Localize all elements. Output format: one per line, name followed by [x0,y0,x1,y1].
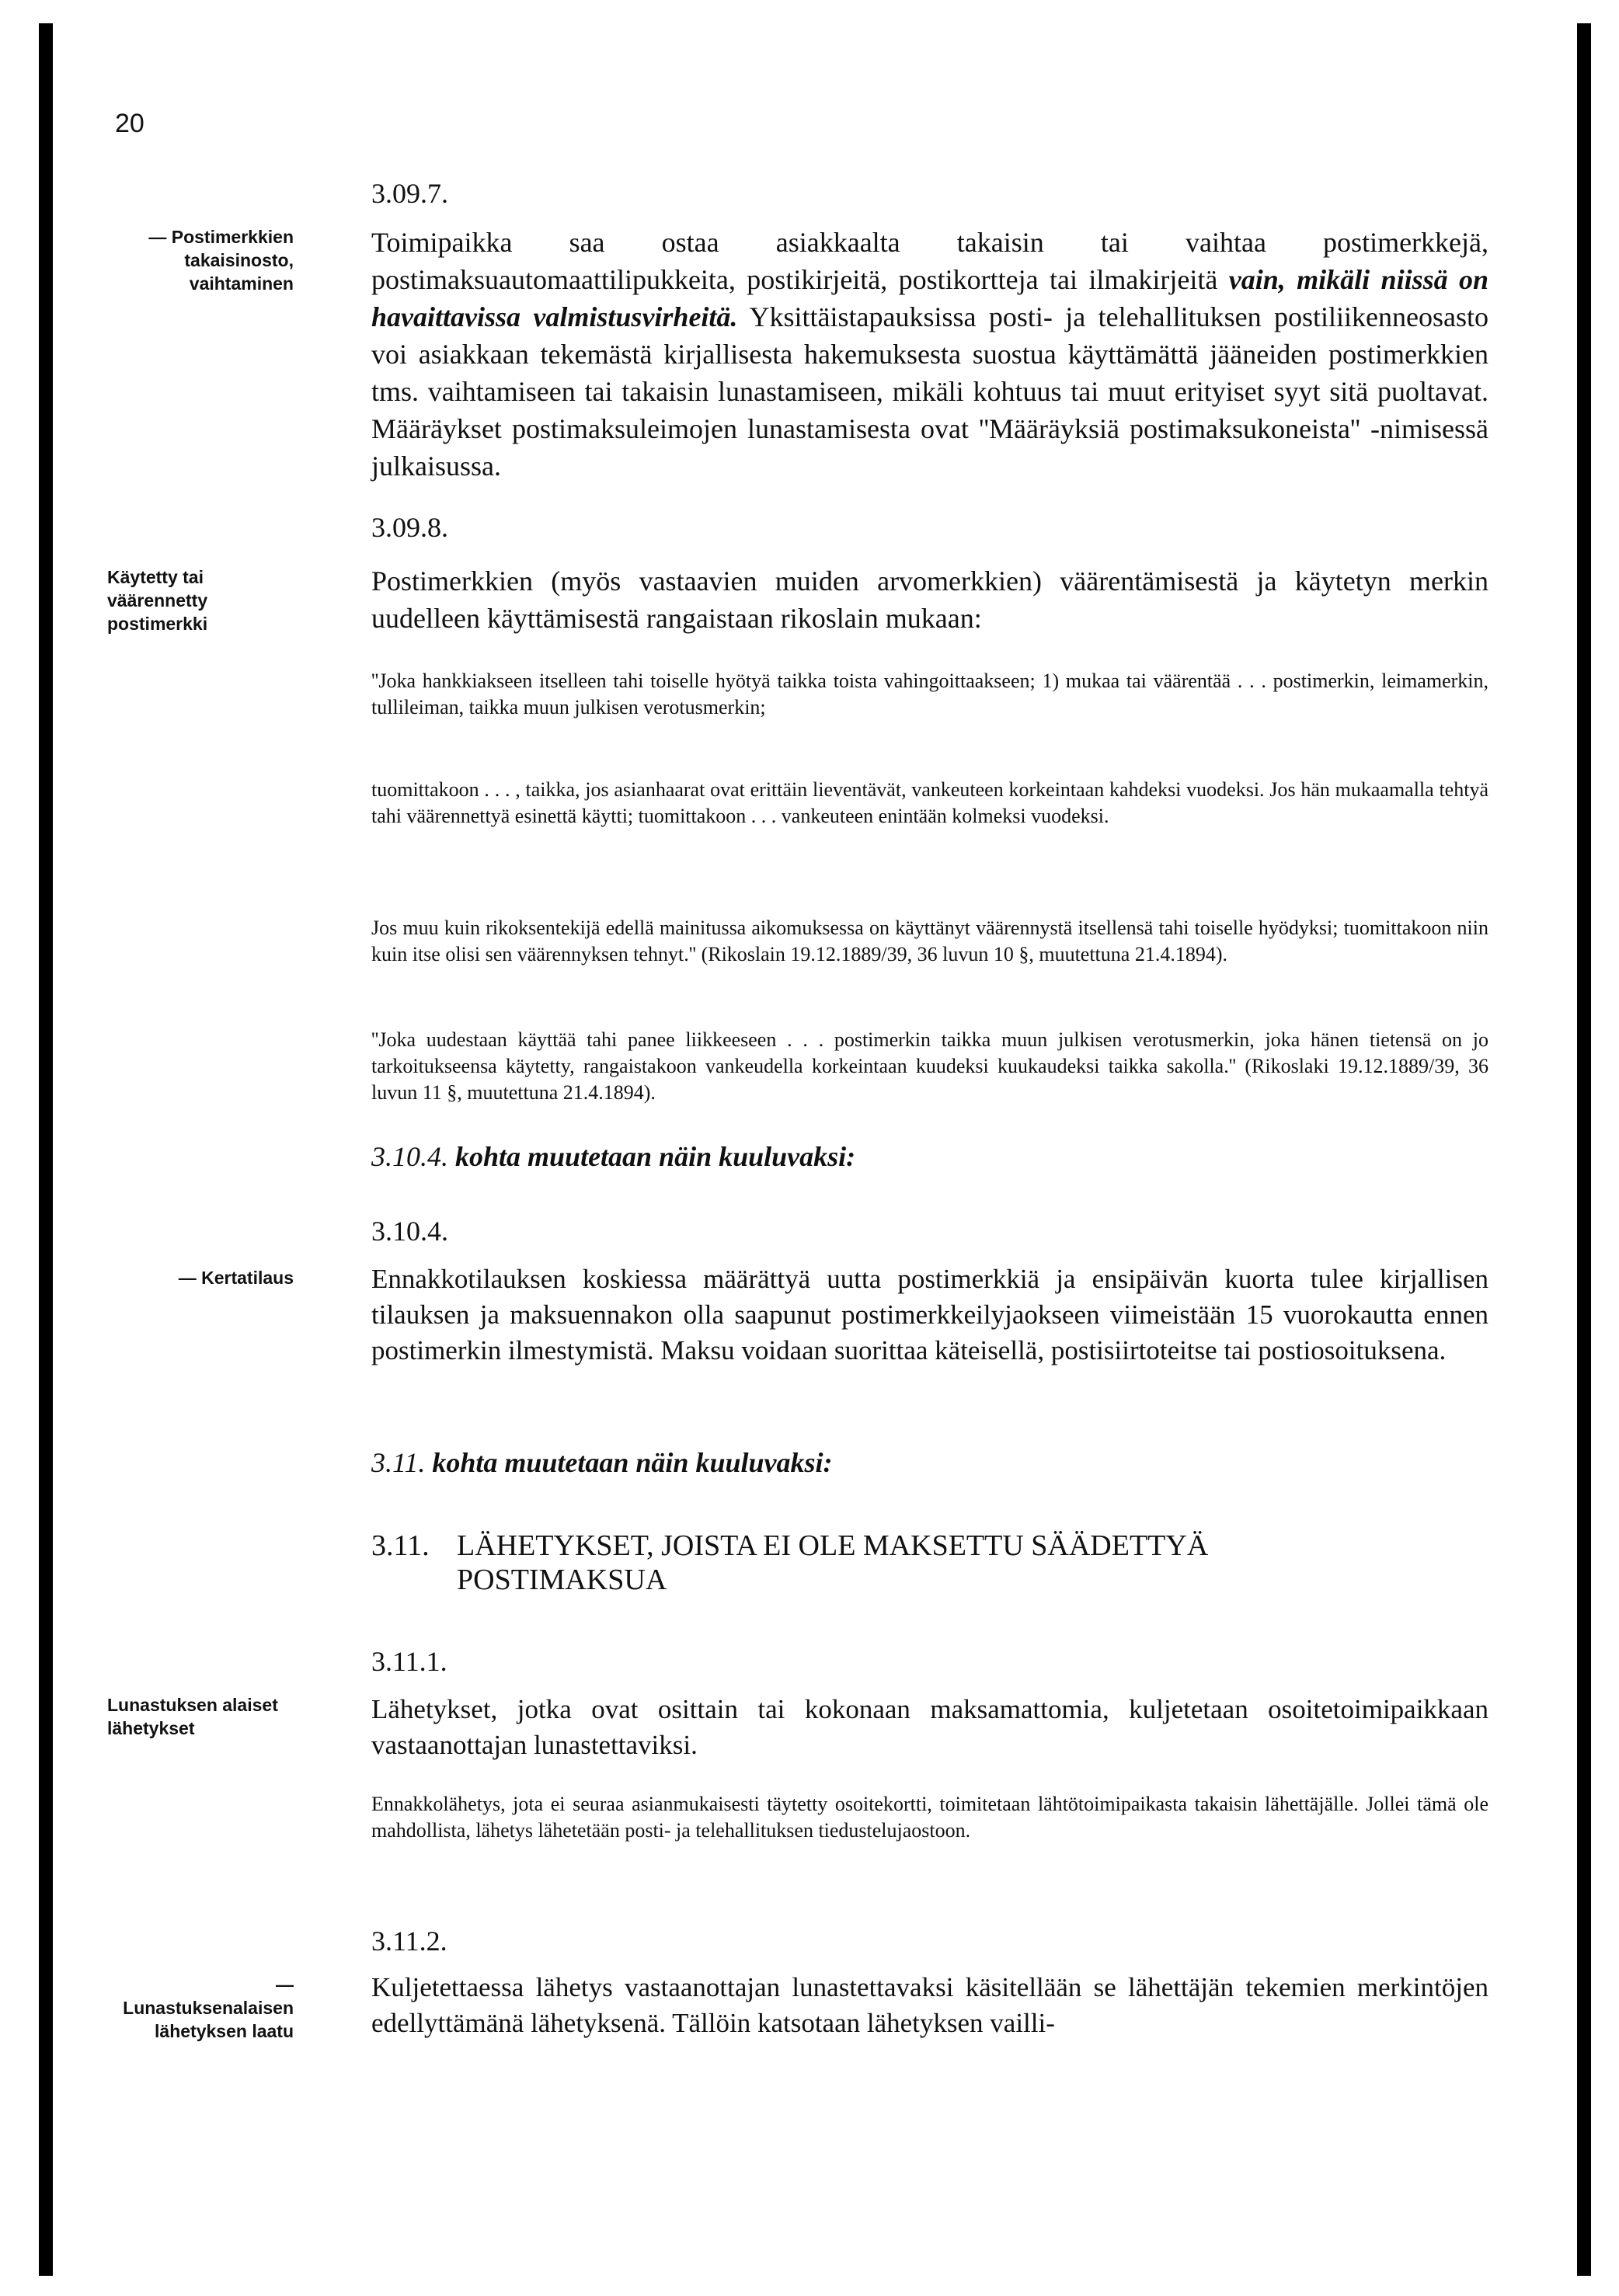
margin-note-vaarennetty: Käytetty tai väärennetty postimerkki [107,567,208,634]
scan-edge-left [39,23,53,2276]
paragraph-3-09-7-rest: Yksittäistapauksissa posti- ja telehallituksen postiliikenneosasto voi asiakkaan tekemästä kirjallisesta hakemuksesta suostua käyttämättä jääneiden postimerkkien tms. vaihtamiseen tai takaisin lunastamiseen, mikäli kohtuus tai muut erityiset syyt sitä puoltavat. Määräykset postimaksuleimojen lunastamisesta ovat ''Määräyksiä postimaksukoneista'' -nimisessä julkaisussa. [371,301,1488,482]
page-number: 20 [115,109,144,138]
amendment-number: 3.11. [371,1447,426,1478]
section-number-3-11-1: 3.11.1. [371,1646,447,1677]
quote-rikoslaki-1: ''Joka hankkiakseen itselleen tahi toiselle hyötyä taikka toista vahingoittaakseen; 1) mukaa tai väärentää . . . postimerkin, leimamerkin, tullileiman, taikka muun julkisen verotusmerkin; [371,670,1488,718]
margin-note-kertatilaus: — Kertatilaus [178,1268,294,1288]
section-number-3-11-2: 3.11.2. [371,1926,447,1957]
scan-edge-right [1577,23,1591,2276]
amendment-heading-3-11 [371,1446,833,1479]
paragraph-3-09-8: Postimerkkien (myös vastaavien muiden arvomerkkien) väärentämisestä ja käytetyn merkin uudelleen käyttämisestä rangaistaan rikoslain mukaan: [371,565,1488,634]
heading-3-11-title: LÄHETYKSET, JOISTA EI OLE MAKSETTU SÄÄDETTYÄ POSTIMAKSUA [457,1529,1209,1596]
margin-note-takaisinosto: — Postimerkkien takaisinosto, vaihtaminen [148,227,294,294]
heading-3-11-number: 3.11. [371,1529,430,1562]
paragraph-ennakkolahetys: Ennakkolähetys, jota ei seuraa asianmukaisesti täytetty osoitekortti, toimitetaan lähtötoimipaikasta takaisin lähettäjälle. Jollei tämä ole mahdollista, lähetys lähetetään posti- ja telehallituksen tiedustelujaostoon. [371,1793,1488,1842]
margin-note-lunastuksen-alaiset: Lunastuksen alaiset lähetykset [107,1695,278,1738]
section-number-3-09-8: 3.09.8. [371,512,448,543]
paragraph-3-11-2: Kuljetettaessa lähetys vastaanottajan lunastettavaksi käsitellään se lähettäjän tekemien merkintöjen edellyttämänä lähetyksenä. Tällöin katsotaan lähetyksen vailli- [371,1972,1488,2038]
amendment-heading-3-10-4 [371,1140,855,1173]
paragraph-3-09-7-start: Toimipaikka saa ostaa asiakkaalta takaisin tai vaihtaa postimerkkejä, postimaksuautomaattilipukkeita, postikirjeitä, postikortteja tai ilmakirjeitä [371,227,1488,295]
amendment-text: kohta muutetaan näin kuuluvaksi: [432,1447,833,1478]
paragraph-3-09-7-emphasis: vain, mikäli niissä on havaittavissa valmistusvirheitä. [371,264,1489,332]
section-number-3-09-7: 3.09.7. [371,178,448,209]
paragraph-3-10-4: Ennakkotilauksen koskiessa määrättyä uutta postimerkkiä ja ensipäivän kuorta tulee kirjallisen tilauksen ja maksuennakon olla saapunut postimerkkeilyjaokseen viimeistään 15 vuorokautta ennen postimerkin ilmestymistä. Maksu voidaan suorittaa käteisellä, postisiirtoteitse tai postiosoituksena. [371,1264,1488,1365]
amendment-number: 3.10.4. [371,1141,448,1172]
quote-rikoslaki-3: Jos muu kuin rikoksentekijä edellä mainitussa aikomuksessa on käyttänyt väärennystä itsellensä tahi toiselle hyödyksi; tuomittakoon niin kuin itse olisi sen väärennyksen tehnyt.'' (Rikoslain 19.12.1889/39, 36 luvun 10 §, muutettuna 21.4.1894). [371,917,1488,965]
heading-3-11 [371,1529,1537,1597]
quote-rikoslaki-2: tuomittakoon . . . , taikka, jos asianhaarat ovat erittäin lieventävät, vankeuteen korkeintaan kahdeksi vuodeksi. Jos hän mukaamalla tehtyä tahi väärennettyä esinettä käytti; tuomittakoon . . . vankeuteen enintään kolmeksi vuodeksi. [371,778,1488,827]
quote-rikoslaki-4: ''Joka uudestaan käyttää tahi panee liikkeeseen . . . postimerkin taikka muun julkisen verotusmerkin, joka hänen tietensä on jo tarkoitukseensa käytetty, rangaistakoon vankeudella korkeintaan kuudeksi kuukaudeksi taikka sakolla.'' (Rikoslaki 19.12.1889/39, 36 luvun 11 §, muutettuna 21.4.1894). [371,1028,1488,1104]
paragraph-3-09-7 [371,224,1488,485]
margin-note-lahetyksen-laatu: — Lunastuksenalaisen lähetyksen laatu [123,1974,294,2041]
amendment-text: kohta muutetaan näin kuuluvaksi: [455,1141,856,1172]
section-number-3-10-4: 3.10.4. [371,1216,448,1247]
paragraph-3-11-1: Lähetykset, jotka ovat osittain tai kokonaan maksamattomia, kuljetetaan osoitetoimipaikkaan vastaanottajan lunastettaviksi. [371,1694,1488,1760]
